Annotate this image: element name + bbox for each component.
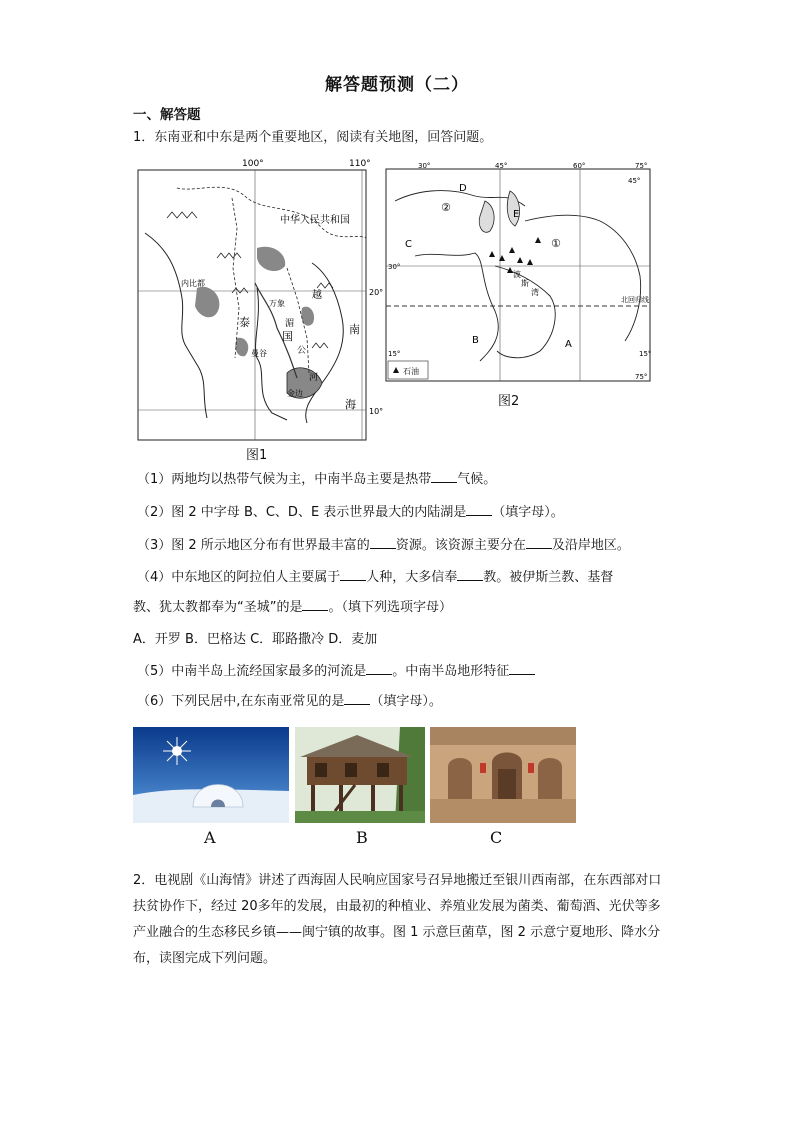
map1-label-naypyidaw: 内比都 [181,279,205,288]
map1-caption: 图1 [246,448,268,463]
map2-label-wan: 湾 [531,288,539,297]
map1-label-china: 中华人民共和国 [280,215,350,226]
map2-letter-d: D [459,183,467,194]
map2-tick-30-left: 30° [388,263,401,271]
map1-label-phnom-penh: 金边 [287,389,303,398]
southeast-asia-map [137,158,384,444]
map2-tick-75-bottom: 75° [635,373,648,381]
map2-caption: 图2 [498,394,520,409]
photo-label-c: C [490,828,503,847]
map1-lat-10: 10° [369,407,384,416]
question-1-stem: 1．东南亚和中东是两个重要地区，阅读有关地图，回答问题。 [133,130,493,145]
map2-letter-c: C [405,239,412,250]
photo-stilt-house [295,727,425,823]
map2-letter-a: A [565,339,572,350]
map2-tick-15-right: 15° [639,350,652,358]
map2-tick-45-top: 45° [495,162,508,170]
middle-east-map [385,161,655,383]
map1-label-mei: 湄 [285,319,295,329]
question-1-sub-5: （5）中南半岛上流经国家最多的河流是 。中南半岛地形特征 [137,662,535,682]
map1-label-hai: 海 [345,398,356,411]
map1-lon-100: 100° [242,159,264,169]
map1-label-guo: 国 [282,330,293,343]
map1-label-yue: 越 [312,290,322,301]
question-1-sub-4: （4）中东地区的阿拉伯人主要属于 人种，大多信奉 教。被伊斯兰教、基督 [137,570,614,585]
map1-lon-110: 110° [349,159,371,169]
map2-tick-15-left: 15° [388,350,401,358]
map1-label-nan: 南 [349,323,360,336]
map2-tick-60-top: 60° [573,162,586,170]
photo-cave-dwelling [430,727,576,823]
map1-label-tai: 泰 [239,316,250,329]
map1-label-gong: 公 [297,346,307,356]
photo-label-b: B [356,828,368,847]
question-2-text: 2．电视剧《山海情》讲述了西海固人民响应国家号召异地搬迁至银川西南部，在东西部对口扶贫协作下，经过 20多年的发展，由最初的种植业、养殖业发展为菌类、葡萄酒、光伏等多产业融合的生态移民乡镇——闽宁镇的故事。图 1 示意巨菌草，图 2 示意宁夏地形、降水分布，读图完成下列问题。 [133,873,662,966]
map2-label-tropic: 北回归线 [621,296,649,304]
map2-label-si: 斯 [521,279,529,288]
question-1-sub-6: （6）下列民居中,在东南亚常见的是 （填字母）。 [137,694,442,709]
section-heading: 一、解答题 [133,107,201,123]
map1-label-vientiane: 万象 [269,299,285,308]
map2-tick-75-top: 75° [635,162,648,170]
map2-tick-45-right: 45° [628,177,641,185]
question-1-sub-1: （1）两地均以热带气候为主，中南半岛主要是热带 气候。 [137,472,497,487]
map2-legend-oil: 石油 [403,367,419,376]
photo-label-a: A [204,828,216,847]
map2-letter-b: B [472,335,479,346]
map2-label-1: ① [551,237,561,250]
map2-label-2: ② [441,201,451,214]
question-1-sub-2: （2）图 2 中字母 B、C、D、E 表示世界最大的内陆湖是 （填字母）。 [137,505,564,520]
question-1-sub-4-cont: 教、犹太教都奉为“圣城”的是 。（填下列选项字母） [133,600,452,615]
question-1-sub-3: （3）图 2 所示地区分布有世界最丰富的 资源。该资源主要分在 及沿岸地区。 [137,538,630,553]
map1-lat-20: 20° [369,288,384,297]
photo-igloo [133,727,289,823]
page-title: 解答题预测（二） [325,75,469,95]
question-1-options: A．开罗 B．巴格达 C．耶路撒冷 D．麦加 [133,632,378,647]
map2-label-bo: 波 [513,270,521,279]
map1-label-bangkok: 曼谷 [251,349,267,358]
map2-tick-30-top: 30° [418,162,431,170]
map2-letter-e: E [513,209,520,220]
map1-label-he: 河 [309,373,319,383]
